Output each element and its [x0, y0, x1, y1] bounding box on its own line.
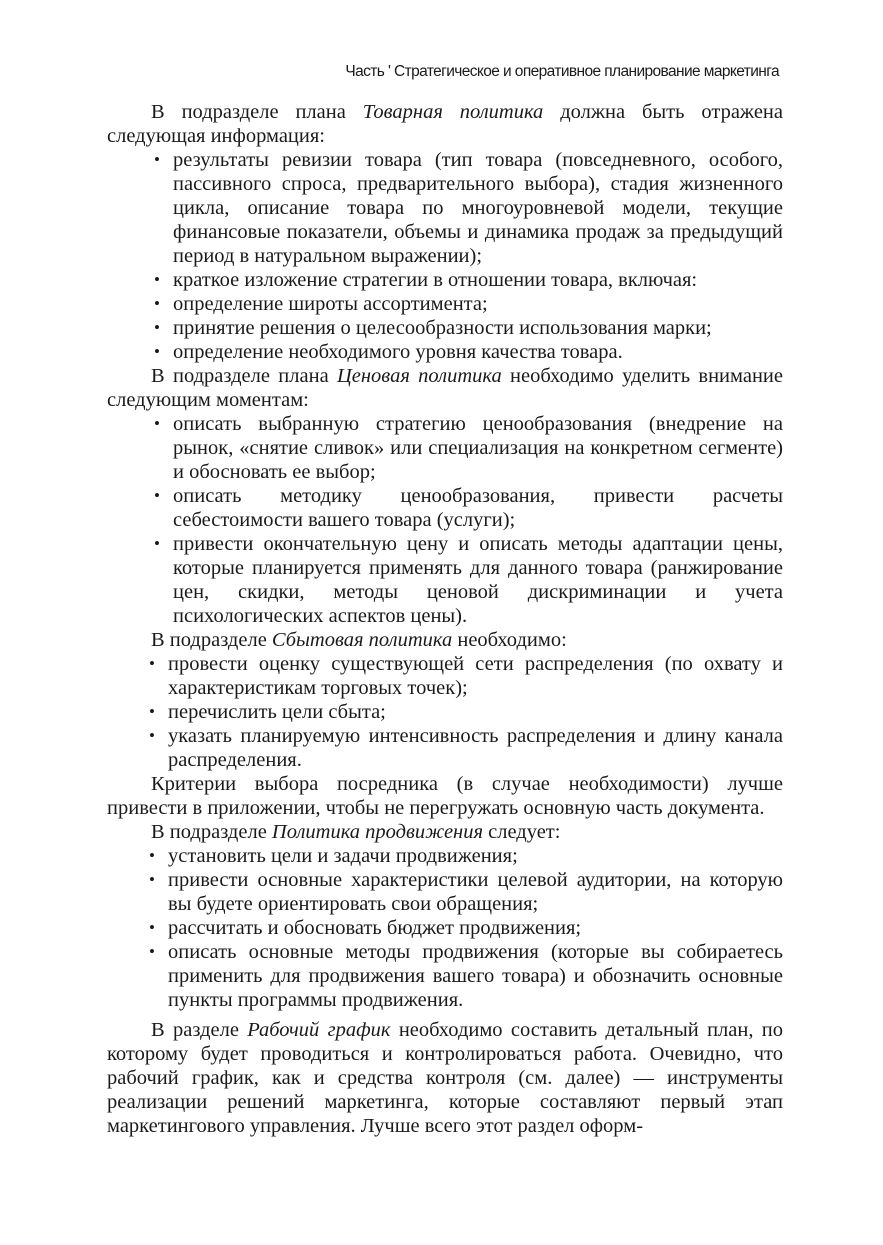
- list-item: • указать планируемую интенсивность распределения и длину канала распределения.: [149, 724, 783, 772]
- paragraph-promotion-policy: В подразделе Политика продвижения следует:: [151, 821, 561, 843]
- list-item: • принятие решения о целесообразности использования марки;: [154, 316, 783, 340]
- paragraph-price-policy: В подразделе плана Ценовая политика необходимо уделить внимание следующим моментам:: [107, 365, 783, 411]
- list-item: • описать выбранную стратегию ценообразования (внедрение на рынок, «снятие сливок» или специализация на конкретном сегменте) и обосновать ее выбор;: [154, 412, 783, 484]
- list-price-policy: [154, 412, 783, 628]
- list-item: • результаты ревизии товара (тип товара (повседневного, особого, пассивного спроса, предварительного выбора), стадия жизненного цикла, описание товара по многоуровневой модели, текущие финансовые показатели, объемы и динамика продаж за предыдущий период в натуральном выражении);: [154, 148, 783, 268]
- list-product-policy: [154, 148, 783, 364]
- term-price-policy: Ценовая политика: [336, 365, 502, 387]
- list-item: • перечислить цели сбыта;: [149, 700, 783, 724]
- term-product-policy: Товарная политика: [362, 101, 544, 123]
- list-sales-policy: [149, 652, 783, 772]
- list-item: • привести окончательную цену и описать методы адаптации цены, которые планируется применять для данного товара (ранжирование цен, скидки, методы ценовой дискриминации и учета психологических аспектов цены).: [154, 532, 783, 628]
- paragraph-intermediary-criteria: Критерии выбора посредника (в случае необходимости) лучше привести в приложении, чтобы не перегружать основную часть документа.: [107, 773, 783, 819]
- list-item: • рассчитать и обосновать бюджет продвижения;: [149, 916, 783, 940]
- running-header: Часть ' Стратегическое и оперативное планирование маркетинга: [345, 63, 779, 80]
- list-item: • краткое изложение стратегии в отношении товара, включая:: [154, 268, 783, 292]
- list-item: • установить цели и задачи продвижения;: [149, 844, 783, 868]
- paragraph-work-schedule: В разделе Рабочий график необходимо составить детальный план, по которому будет проводиться и контролироваться работа. Очевидно, что рабочий график, как и средства контроля (см. далее) — инструменты реализации решений маркетинга, которые составляют первый этап маркетингового управления. Лучше всего этот раздел оформ-: [107, 1019, 784, 1137]
- list-promotion-policy: [149, 844, 783, 1012]
- list-item: • описать методику ценообразования, привести расчеты себестоимости вашего товара (услуги);: [154, 484, 783, 532]
- term-work-schedule: Рабочий график: [247, 1019, 391, 1041]
- term-sales-policy: Сбытовая политика: [271, 629, 453, 651]
- list-item: • привести основные характеристики целевой аудитории, на которую вы будете ориентировать свои обращения;: [149, 868, 783, 916]
- list-item: • провести оценку существующей сети распределения (по охвату и характеристикам торговых точек);: [149, 652, 783, 700]
- term-promotion-policy: Политика продвижения: [271, 821, 484, 843]
- paragraph-sales-policy: В подразделе Сбытовая политика необходимо:: [151, 629, 567, 651]
- paragraph-product-policy: В подразделе плана Товарная политика должна быть отражена следующая информация:: [107, 101, 783, 147]
- list-item: • определение необходимого уровня качества товара.: [154, 340, 783, 364]
- list-item: • определение широты ассортимента;: [154, 292, 783, 316]
- page-body: [107, 100, 783, 1138]
- list-item: • описать основные методы продвижения (которые вы собираетесь применить для продвижения вашего товара) и обозначить основные пункты программы продвижения.: [149, 940, 783, 1012]
